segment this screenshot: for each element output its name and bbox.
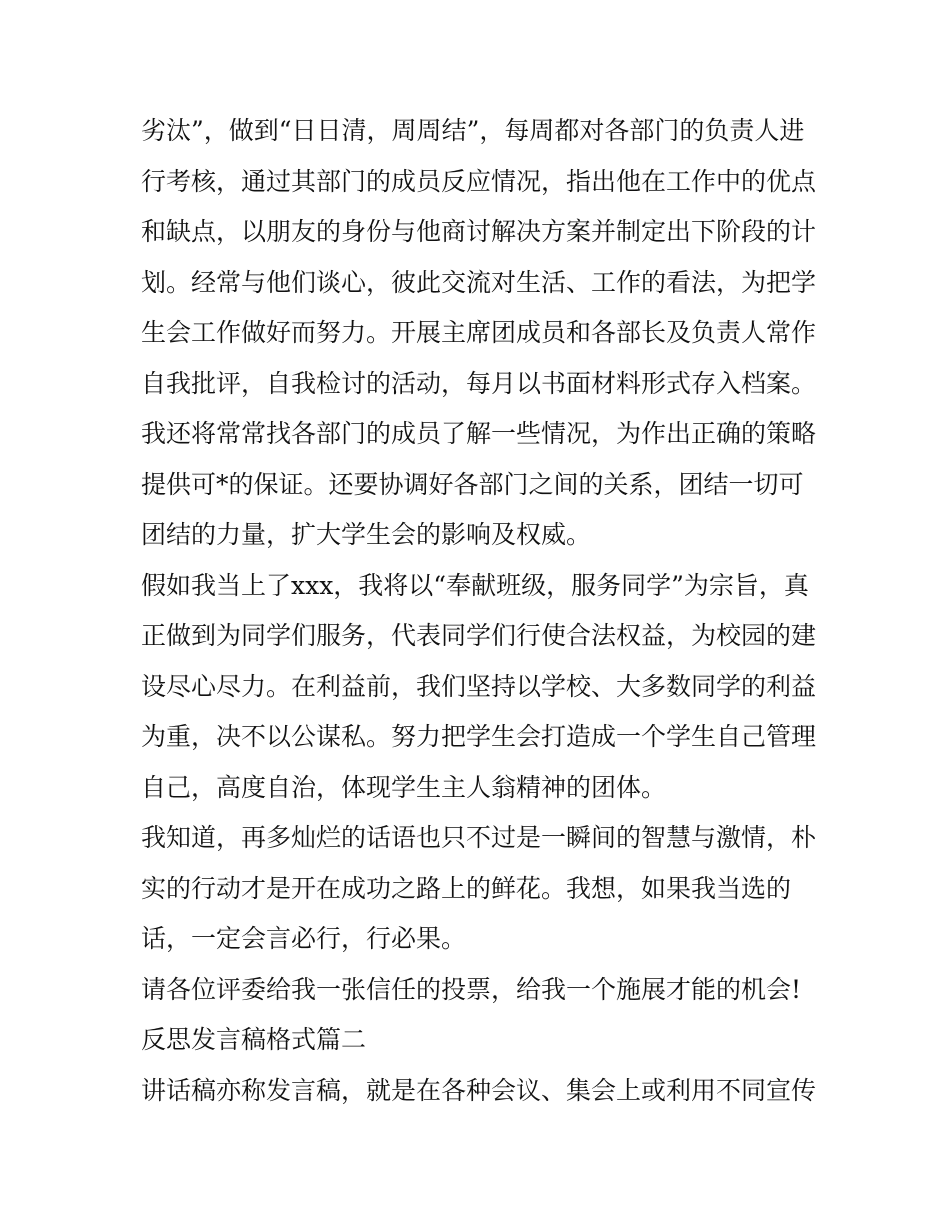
text-line: 劣汰”，做到“日日清，周周结”，每周都对各部门的负责人进 <box>141 116 805 145</box>
text-line: 提供可*的保证。还要协调好各部门之间的关系，团结一切可 <box>141 469 804 499</box>
text-line: 划。经常与他们谈心，彼此交流对生活、工作的看法，为把学 <box>141 267 817 297</box>
document-body <box>141 106 821 1116</box>
text-line: 生会工作做好而努力。开展主席团成员和各部长及负责人常作 <box>141 318 817 347</box>
text-line: 自己，高度自治，体现学生主人翁精神的团体。 <box>141 772 667 802</box>
text-line: 行考核，通过其部门的成员反应情况，指出他在工作中的优点 <box>141 166 817 196</box>
section-heading: 反思发言稿格式篇二 <box>141 1025 367 1054</box>
text-line: 设尽心尽力。在利益前，我们坚持以学校、大多数同学的利益 <box>141 671 817 701</box>
text-line: 话，一定会言必行，行必果。 <box>141 924 467 953</box>
text-line: 团结的力量，扩大学生会的影响及权威。 <box>141 520 592 549</box>
text-line: 我还将常常找各部门的成员了解一些情况，为作出正确的策略 <box>141 419 817 448</box>
text-line: 为重，决不以公谋私。努力把学生会打造成一个学生自己管理 <box>141 722 817 751</box>
text-line: 正做到为同学们服务，代表同学们行使合法权益，为校园的建 <box>141 621 817 650</box>
text-line: 和缺点，以朋友的身份与他商讨解决方案并制定出下阶段的计 <box>141 217 817 246</box>
text-line: 假如我当上了xxx，我将以“奉献班级，服务同学”为宗旨，真 <box>141 570 809 600</box>
text-line: 请各位评委给我一张信任的投票，给我一个施展才能的机会! <box>141 974 802 1004</box>
text-line: 讲话稿亦称发言稿，就是在各种会议、集会上或利用不同宣传 <box>141 1075 817 1105</box>
text-line: 实的行动才是开在成功之路上的鲜花。我想，如果我当选的 <box>141 873 792 903</box>
text-line: 我知道，再多灿烂的话语也只不过是一瞬间的智慧与激情，朴 <box>141 823 817 852</box>
text-line: 自我批评，自我检讨的活动，每月以书面材料形式存入档案。 <box>141 368 817 398</box>
